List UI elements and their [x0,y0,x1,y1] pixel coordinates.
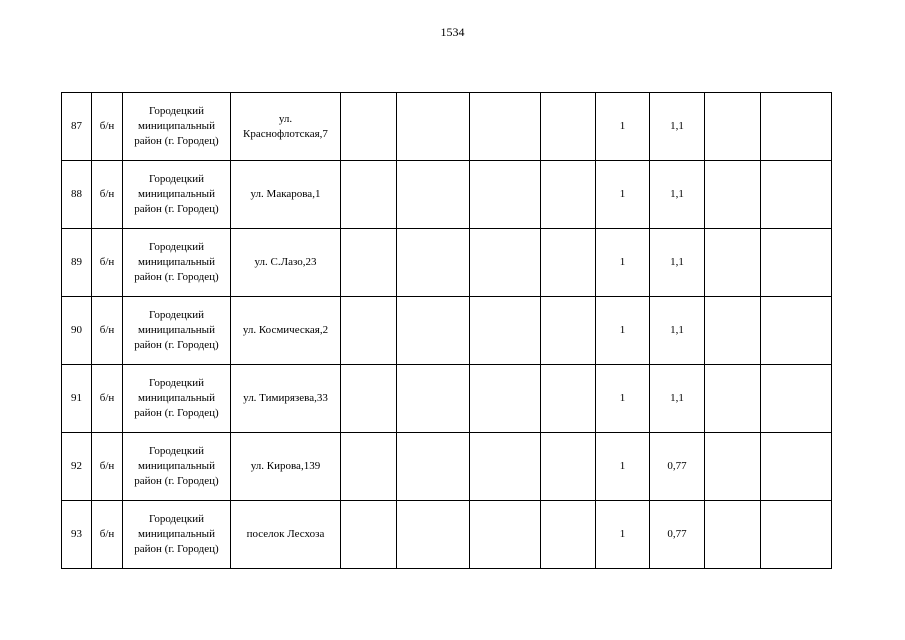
district-cell: Городецкий миниципальный район (г. Городец) [123,297,231,365]
empty-cell [341,161,397,229]
empty-cell [397,501,470,569]
address-cell: ул. Космическая,2 [231,297,341,365]
empty-cell [541,501,596,569]
district-cell: Городецкий миниципальный район (г. Городец) [123,161,231,229]
value-cell: 1,1 [650,229,705,297]
empty-cell [761,161,832,229]
empty-cell [397,297,470,365]
empty-cell [541,93,596,161]
row-number-cell: 92 [62,433,92,501]
address-cell: ул. С.Лазо,23 [231,229,341,297]
empty-cell [341,229,397,297]
empty-cell [705,297,761,365]
row-number-cell: 90 [62,297,92,365]
empty-cell [761,93,832,161]
table-row [62,297,832,365]
empty-cell [470,93,541,161]
empty-cell [397,93,470,161]
empty-cell [341,501,397,569]
code-cell: б/н [92,93,123,161]
empty-cell [541,433,596,501]
value-cell: 1,1 [650,161,705,229]
address-cell: ул. Макарова,1 [231,161,341,229]
empty-cell [397,229,470,297]
value-cell: 0,77 [650,433,705,501]
quantity-cell: 1 [596,433,650,501]
code-cell: б/н [92,501,123,569]
row-number-cell: 89 [62,229,92,297]
quantity-cell: 1 [596,297,650,365]
empty-cell [341,297,397,365]
table-row [62,501,832,569]
district-cell: Городецкий миниципальный район (г. Городец) [123,501,231,569]
code-cell: б/н [92,365,123,433]
row-number-cell: 88 [62,161,92,229]
empty-cell [470,501,541,569]
empty-cell [341,93,397,161]
empty-cell [470,161,541,229]
empty-cell [705,93,761,161]
table-row [62,93,832,161]
code-cell: б/н [92,229,123,297]
empty-cell [761,229,832,297]
quantity-cell: 1 [596,93,650,161]
empty-cell [761,365,832,433]
empty-cell [397,433,470,501]
district-cell: Городецкий миниципальный район (г. Городец) [123,433,231,501]
empty-cell [705,229,761,297]
empty-cell [541,297,596,365]
quantity-cell: 1 [596,229,650,297]
empty-cell [761,297,832,365]
address-cell: поселок Лесхоза [231,501,341,569]
empty-cell [397,161,470,229]
table-row [62,161,832,229]
row-number-cell: 91 [62,365,92,433]
quantity-cell: 1 [596,365,650,433]
address-cell: ул. Краснофлотская,7 [231,93,341,161]
table-body [62,93,832,569]
empty-cell [341,433,397,501]
empty-cell [705,161,761,229]
page-number: 1534 [440,25,465,39]
address-cell: ул. Кирова,139 [231,433,341,501]
empty-cell [470,229,541,297]
table-row [62,365,832,433]
value-cell: 1,1 [650,297,705,365]
empty-cell [397,365,470,433]
empty-cell [705,433,761,501]
row-number-cell: 87 [62,93,92,161]
code-cell: б/н [92,433,123,501]
empty-cell [761,501,832,569]
value-cell: 0,77 [650,501,705,569]
code-cell: б/н [92,297,123,365]
address-cell: ул. Тимирязева,33 [231,365,341,433]
code-cell: б/н [92,161,123,229]
table-row [62,229,832,297]
empty-cell [541,365,596,433]
empty-cell [470,433,541,501]
empty-cell [541,229,596,297]
quantity-cell: 1 [596,501,650,569]
row-number-cell: 93 [62,501,92,569]
district-cell: Городецкий миниципальный район (г. Городец) [123,93,231,161]
district-cell: Городецкий миниципальный район (г. Городец) [123,365,231,433]
empty-cell [470,297,541,365]
empty-cell [341,365,397,433]
district-cell: Городецкий миниципальный район (г. Городец) [123,229,231,297]
empty-cell [705,365,761,433]
empty-cell [541,161,596,229]
quantity-cell: 1 [596,161,650,229]
table-row [62,433,832,501]
value-cell: 1,1 [650,93,705,161]
empty-cell [705,501,761,569]
empty-cell [761,433,832,501]
empty-cell [470,365,541,433]
value-cell: 1,1 [650,365,705,433]
registry-table [61,92,832,569]
